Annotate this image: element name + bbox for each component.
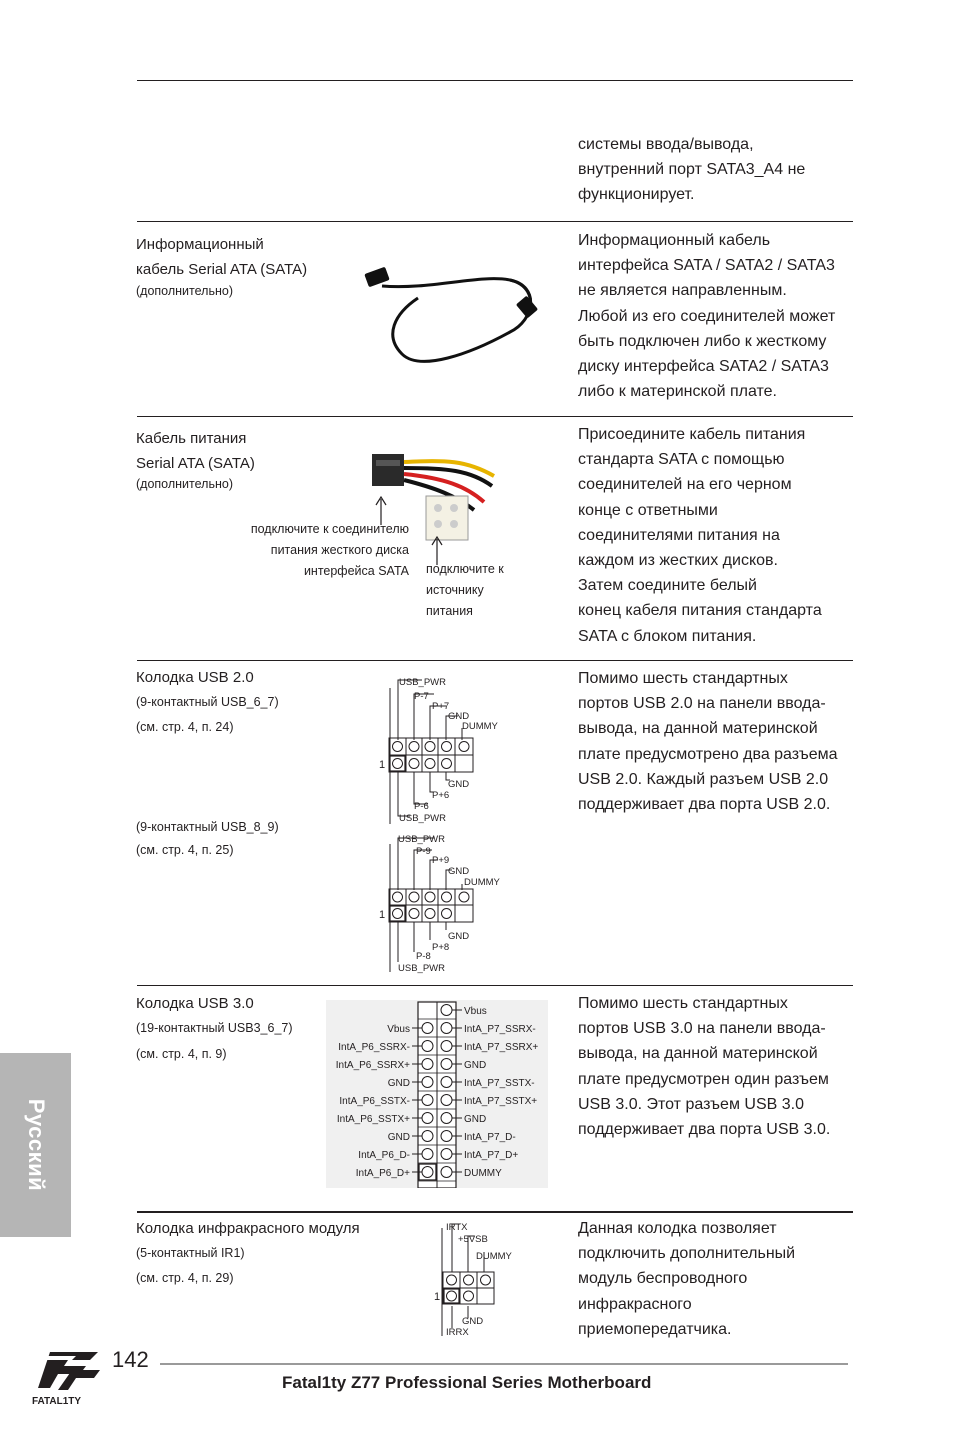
label-left: IntA_P6_SSRX+ <box>335 1060 410 1071</box>
label-dummy: DUMMY <box>462 721 498 732</box>
label-right: IntA_P7_SSTX- <box>464 1078 535 1089</box>
usb2-description: Помимо шесть стандартных портов USB 2.0 на панели ввода- вывода, на данной материнской плате предусмотрено два разъема USB 2.0. Каждый разъем USB 2.0 поддерживает два порта USB 2.0. <box>578 670 838 814</box>
label-gnd: GND <box>448 931 470 942</box>
ir-header-diagram <box>432 1220 542 1340</box>
pin1-marker: 1 <box>434 1291 441 1303</box>
language-tab <box>0 1053 71 1237</box>
intro-text: системы ввода/вывода, внутренний порт SATA3_A4 не функционирует. <box>578 136 806 204</box>
callout-hdd-text: подключите к соединителю питания жесткого диска интерфейса SATA <box>250 522 409 578</box>
label-usb-pwr: USB_PWR <box>399 813 446 824</box>
label-p-plus: P+9 <box>432 855 450 866</box>
usb2-h1-ref: (см. стр. 4, п. 24) <box>136 720 234 734</box>
sata-cable-description: Информационный кабель интерфейса SATA / SATA2 / SATA3 не является направленным. Любой из его соединителей может быть подключен либо к жесткому диску интерфейса SATA2 / SATA3 либо к материнской плате. <box>578 232 836 401</box>
label-left: GND <box>387 1078 410 1089</box>
usb2-h1-pins: (9-контактный USB_6_7) <box>136 695 279 709</box>
label-left: IntA_P6_D+ <box>355 1168 410 1179</box>
section-divider <box>137 1211 853 1213</box>
label-left: GND <box>387 1132 410 1143</box>
label-right: DUMMY <box>464 1168 502 1179</box>
label-p-minus: P-8 <box>416 951 431 962</box>
ir-pins: (5-контактный IR1) <box>136 1246 245 1260</box>
language-tab-label: Русский <box>23 1098 49 1192</box>
usb2-h2-pins: (9-контактный USB_8_9) <box>136 820 279 834</box>
label-dummy: DUMMY <box>476 1251 512 1262</box>
label-p-minus: P-7 <box>414 691 429 702</box>
ir-description: Данная колодка позволяет подключить дополнительный модуль беспроводного инфракрасного приемопередатчика. <box>578 1220 796 1338</box>
label-right: GND <box>464 1060 487 1071</box>
sata-power-title: Кабель питания Serial ATA (SATA) <box>136 430 255 472</box>
section-divider <box>137 985 853 986</box>
label-right: IntA_P7_SSRX- <box>464 1024 536 1035</box>
fatal1ty-logo <box>28 1346 110 1408</box>
label-p-minus: P-6 <box>414 801 429 812</box>
usb2-header-diagram-usb67 <box>376 674 516 826</box>
label-usb-pwr: USB_PWR <box>398 834 445 845</box>
usb3-description: Помимо шесть стандартных портов USB 3.0 на панели ввода- вывода, на данной материнской плате предусмотрен один разъем USB 3.0. Этот разъем USB 3.0 поддерживает два порта USB 3.0. <box>578 995 831 1139</box>
sata-cable-title: Информационный кабель Serial ATA (SATA) <box>136 236 308 278</box>
callout-psu-text: подключите к источнику питания <box>426 562 504 618</box>
label-right: GND <box>464 1114 487 1125</box>
label-left: IntA_P6_SSRX- <box>338 1042 410 1053</box>
section-divider <box>137 416 853 417</box>
label-p-plus: P+8 <box>432 942 450 953</box>
usb3-title: Колодка USB 3.0 <box>136 995 254 1012</box>
sata-cable-image <box>360 262 550 380</box>
label-gnd: GND <box>448 711 470 722</box>
label-5vsb: +5VSB <box>458 1234 488 1245</box>
usb3-header-diagram <box>326 1000 548 1188</box>
label-gnd: GND <box>448 779 470 790</box>
section-divider <box>137 660 853 661</box>
usb3-pins: (19-контактный USB3_6_7) <box>136 1021 293 1035</box>
label-usb-pwr: USB_PWR <box>398 963 445 974</box>
footer-title: Fatal1ty Z77 Professional Series Motherboard <box>282 1373 652 1392</box>
label-left: Vbus <box>387 1024 410 1035</box>
label-left: IntA_P6_SSTX- <box>339 1096 410 1107</box>
label-right: Vbus <box>464 1006 487 1017</box>
usb2-title: Колодка USB 2.0 <box>136 669 254 686</box>
label-left: IntA_P6_D- <box>358 1150 410 1161</box>
pin1-marker: 1 <box>379 909 386 921</box>
section-divider <box>137 221 853 222</box>
label-p-plus: P+7 <box>432 701 450 712</box>
label-right: IntA_P7_SSRX+ <box>464 1042 539 1053</box>
label-dummy: DUMMY <box>464 877 500 888</box>
usb2-header-diagram-usb89 <box>376 832 516 977</box>
ir-title: Колодка инфракрасного модуля <box>136 1220 360 1237</box>
label-gnd: GND <box>448 866 470 877</box>
top-rule <box>137 80 853 81</box>
label-p-minus: P-9 <box>416 846 431 857</box>
label-left: IntA_P6_SSTX+ <box>336 1114 410 1125</box>
page-number: 142 <box>112 1347 149 1372</box>
usb3-ref: (см. стр. 4, п. 9) <box>136 1047 227 1061</box>
sata-power-optional: (дополнительно) <box>136 477 233 491</box>
label-right: IntA_P7_SSTX+ <box>464 1096 538 1107</box>
usb2-h2-ref: (см. стр. 4, п. 25) <box>136 843 234 857</box>
footer-rule <box>160 1363 848 1365</box>
logo-text: FATAL1TY <box>32 1396 82 1407</box>
label-right: IntA_P7_D+ <box>464 1150 519 1161</box>
ir-ref: (см. стр. 4, п. 29) <box>136 1271 234 1285</box>
sata-cable-optional: (дополнительно) <box>136 284 233 298</box>
sata-power-description: Присоедините кабель питания стандарта SATA с помощью соединителей на его черном конце с ответными соединителями питания на каждом из жестких дисков. Затем соедините белый конец кабеля питания стандарта SATA с блоком питания. <box>578 426 822 645</box>
label-usb-pwr: USB_PWR <box>399 677 446 688</box>
label-p-plus: P+6 <box>432 790 450 801</box>
label-irtx: IRTX <box>446 1222 468 1233</box>
label-irrx: IRRX <box>446 1327 469 1338</box>
label-gnd: GND <box>462 1316 484 1327</box>
pin1-marker: 1 <box>379 759 386 771</box>
label-right: IntA_P7_D- <box>464 1132 516 1143</box>
